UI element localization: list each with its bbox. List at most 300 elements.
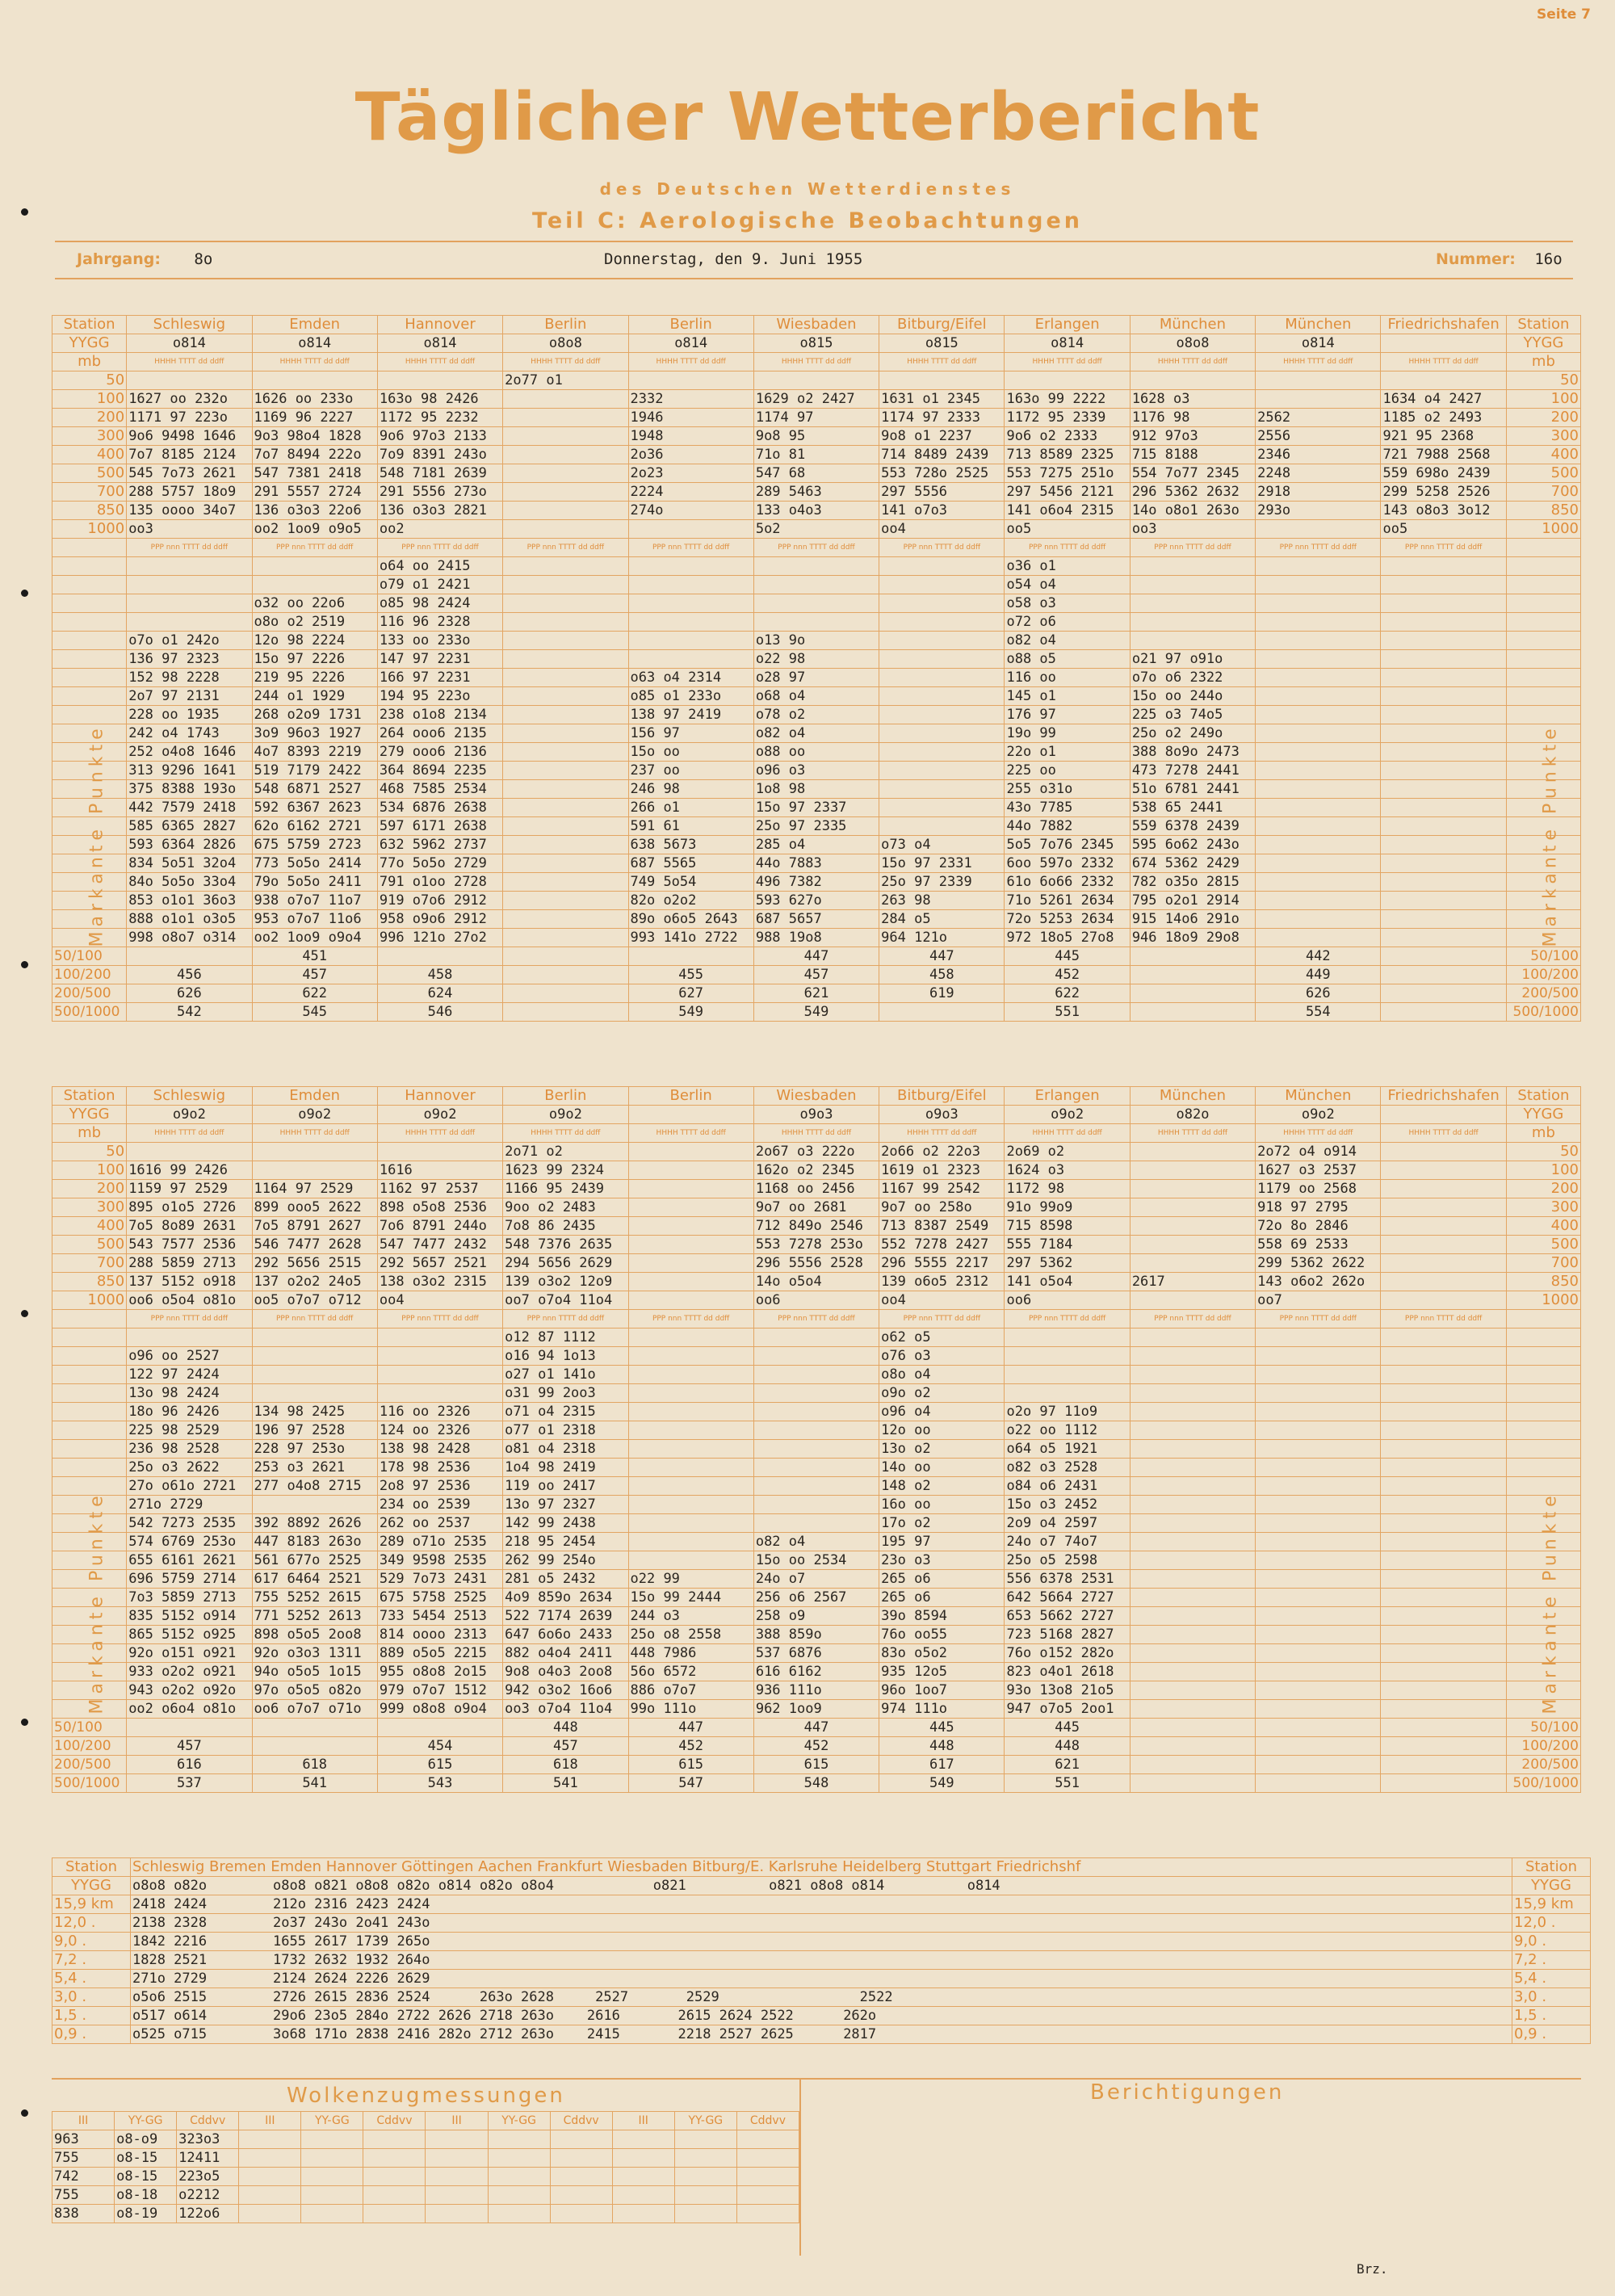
markante-value: 7o3 5859 2713 <box>127 1589 252 1607</box>
markante-value: 13o 97 2327 <box>503 1496 628 1514</box>
markante-value: o27 o1 141o <box>503 1366 628 1384</box>
level-value: 1627 o3 2537 <box>1256 1161 1381 1180</box>
markante-value: 76o oo55 <box>879 1626 1005 1644</box>
level-value: 1171 97 223o <box>127 409 252 427</box>
markante-value: 979 o7o7 1512 <box>377 1681 502 1700</box>
thickness-value <box>1381 984 1506 1003</box>
level-value: 553 7275 251o <box>1005 464 1130 483</box>
level-value: 543 7577 2536 <box>127 1236 252 1254</box>
markante-row <box>52 910 1581 929</box>
level-label: 1000 <box>52 1291 127 1310</box>
wind-values: o517 o614 29o6 23o5 284o 2722 2626 2718 263o 2616 2615 2624 2522 262o <box>131 2007 1512 2025</box>
level-value <box>753 371 879 390</box>
wind-level-row <box>52 2007 1591 2025</box>
markante-row <box>52 1403 1581 1421</box>
markante-value <box>753 576 879 594</box>
wolken-empty <box>550 2130 612 2149</box>
markante-value <box>628 632 753 650</box>
markante-value: 755 5252 2615 <box>252 1589 377 1607</box>
markante-value: o7o o6 2322 <box>1130 669 1255 687</box>
markante-margin <box>52 1403 127 1421</box>
markante-value: 289 o71o 2535 <box>377 1533 502 1551</box>
thickness-label: 100/200 <box>52 966 127 984</box>
ppp-head: PPP nnn TTTT dd ddff <box>1005 539 1130 557</box>
markante-value: 253 o3 2621 <box>252 1459 377 1477</box>
markante-value: 19o 99 <box>1005 724 1130 743</box>
level-row <box>52 390 1581 409</box>
markante-value <box>377 1384 502 1403</box>
markante-value: 392 8892 2626 <box>252 1514 377 1533</box>
markante-value: 252 o4o8 1646 <box>127 743 252 762</box>
wind-level-row <box>52 1914 1591 1933</box>
wolken-row <box>52 2168 799 2186</box>
markante-value <box>1381 650 1506 669</box>
thickness-value <box>1130 947 1255 966</box>
markante-value: 375 8388 193o <box>127 780 252 799</box>
level-value: 274o <box>628 502 753 520</box>
markante-value: 687 5565 <box>628 854 753 873</box>
wolken-empty <box>363 2186 426 2205</box>
wolken-empty <box>674 2168 736 2186</box>
markante-value <box>1130 576 1255 594</box>
wind-level-row <box>52 1895 1591 1914</box>
level-value: oo3 <box>1130 520 1255 539</box>
markante-value <box>1130 1384 1255 1403</box>
thickness-value: 546 <box>377 1003 502 1022</box>
markante-value <box>503 576 628 594</box>
thickness-value <box>1381 966 1506 984</box>
markante-value <box>1256 1607 1381 1626</box>
thickness-value: 547 <box>628 1774 753 1793</box>
markante-value: 145 o1 <box>1005 687 1130 706</box>
markante-value: o96 o4 <box>879 1403 1005 1421</box>
markante-value <box>1381 1477 1506 1496</box>
markante-value: 89o o6o5 2643 <box>628 910 753 929</box>
markante-row <box>52 632 1581 650</box>
markante-value <box>1005 1328 1130 1347</box>
level-value: 554 7o77 2345 <box>1130 464 1255 483</box>
wolken-value: 838 <box>52 2205 115 2223</box>
column-head: HHHH TTTT dd ddff <box>503 1124 628 1143</box>
header-rule-top <box>55 241 1573 242</box>
markante-value: o32 oo 22o6 <box>252 594 377 613</box>
station-label: Station <box>1512 1858 1591 1877</box>
markante-margin <box>52 669 127 687</box>
markante-margin <box>1506 1347 1580 1366</box>
binder-hole <box>21 1719 28 1726</box>
wolken-empty <box>550 2149 612 2168</box>
markante-value <box>1256 1551 1381 1570</box>
thickness-value: 627 <box>628 984 753 1003</box>
markante-value: o96 o3 <box>753 762 879 780</box>
thickness-value: 445 <box>1005 947 1130 966</box>
markante-value: 225 98 2529 <box>127 1421 252 1440</box>
markante-value: 655 6161 2621 <box>127 1551 252 1570</box>
markante-value: 24o o7 <box>753 1570 879 1589</box>
level-row <box>52 446 1581 464</box>
level-value <box>1381 371 1506 390</box>
level-value: 918 97 2795 <box>1256 1198 1381 1217</box>
observation-time: o814 <box>1005 334 1130 353</box>
mb-label: mb <box>1506 1124 1580 1143</box>
wind-table <box>52 1857 1591 2044</box>
markante-margin <box>52 1328 127 1347</box>
wolken-empty <box>239 2205 301 2223</box>
level-label: 400 <box>1506 1217 1580 1236</box>
level-label: 850 <box>1506 1273 1580 1291</box>
markante-value <box>1256 613 1381 632</box>
level-value: 2o69 o2 <box>1005 1143 1130 1161</box>
station-name: Hannover <box>377 1087 502 1106</box>
wolken-empty <box>363 2149 426 2168</box>
markante-value <box>1130 632 1255 650</box>
markante-value: 696 5759 2714 <box>127 1570 252 1589</box>
level-value: oo6 o5o4 o81o <box>127 1291 252 1310</box>
wind-level-label: 5,4 . <box>1512 1970 1591 1988</box>
markante-value: 749 5o54 <box>628 873 753 892</box>
level-value <box>1130 1180 1255 1198</box>
wolken-row <box>52 2149 799 2168</box>
markante-value <box>1130 1496 1255 1514</box>
level-value <box>1130 1291 1255 1310</box>
column-head: HHHH TTTT dd ddff <box>252 1124 377 1143</box>
markante-margin <box>52 594 127 613</box>
level-value: 136 o3o3 22o6 <box>252 502 377 520</box>
ppp-head: PPP nnn TTTT dd ddff <box>879 539 1005 557</box>
level-value <box>503 409 628 427</box>
markante-value <box>1381 613 1506 632</box>
level-value <box>628 1143 753 1161</box>
markante-row <box>52 1459 1581 1477</box>
level-value <box>1256 390 1381 409</box>
thickness-value <box>1256 1756 1381 1774</box>
markante-value: 147 97 2231 <box>377 650 502 669</box>
wind-level-row <box>52 1951 1591 1970</box>
markante-value: 9o8 o4o3 2oo8 <box>503 1663 628 1681</box>
level-value: 2224 <box>628 483 753 502</box>
thickness-row <box>52 1774 1581 1793</box>
markante-value <box>879 743 1005 762</box>
yygg-row <box>52 1877 1591 1895</box>
level-row <box>52 371 1581 390</box>
page-title: Täglicher Wetterbericht <box>354 79 1261 156</box>
markante-row <box>52 1607 1581 1626</box>
wind-values: o525 o715 3o68 171o 2838 2416 282o 2712 263o 2415 2218 2527 2625 2817 <box>131 2025 1512 2044</box>
column-head: HHHH TTTT dd ddff <box>503 353 628 371</box>
markante-value: 15o 99 2444 <box>628 1589 753 1607</box>
markante-value: o79 o1 2421 <box>377 576 502 594</box>
station-name: Schleswig <box>127 316 252 334</box>
markante-row <box>52 1477 1581 1496</box>
bottom-divider <box>799 2078 801 2256</box>
level-value: 547 7381 2418 <box>252 464 377 483</box>
level-value: 545 7o73 2621 <box>127 464 252 483</box>
markante-value <box>127 594 252 613</box>
level-value: 9o3 98o4 1828 <box>252 427 377 446</box>
markante-value <box>628 1347 753 1366</box>
wind-level-row <box>52 2025 1591 2044</box>
markante-value <box>1381 724 1506 743</box>
markante-value: 823 o4o1 2618 <box>1005 1663 1130 1681</box>
level-value: oo4 <box>879 520 1005 539</box>
ppp-head: PPP nnn TTTT dd ddff <box>127 539 252 557</box>
station-label: Station <box>52 316 127 334</box>
ppp-head: PPP nnn TTTT dd ddff <box>628 539 753 557</box>
thickness-value: 447 <box>628 1719 753 1737</box>
markante-value: 82o o2o2 <box>628 892 753 910</box>
markante-value <box>1256 1366 1381 1384</box>
markante-value <box>503 724 628 743</box>
markante-value <box>1256 1533 1381 1551</box>
level-row <box>52 1273 1581 1291</box>
markante-value <box>879 576 1005 594</box>
wind-values: 1828 2521 1732 2632 1932 264o <box>131 1951 1512 1970</box>
wind-level-label: 12,0 . <box>1512 1914 1591 1933</box>
markante-value: 122 97 2424 <box>127 1366 252 1384</box>
thickness-label: 200/500 <box>52 1756 127 1774</box>
markante-value: 79o 5o5o 2411 <box>252 873 377 892</box>
wolken-value: 755 <box>52 2186 115 2205</box>
markante-row <box>52 817 1581 836</box>
markante-value <box>753 1421 879 1440</box>
level-value: 297 5456 2121 <box>1005 483 1130 502</box>
thickness-value: 621 <box>753 984 879 1003</box>
thickness-row <box>52 1737 1581 1756</box>
markante-margin <box>1506 613 1580 632</box>
markante-value: 23o o3 <box>879 1551 1005 1570</box>
thickness-value: 622 <box>1005 984 1130 1003</box>
yygg-label: YYGG <box>52 1877 131 1895</box>
wolken-value: 12411 <box>177 2149 239 2168</box>
thickness-row <box>52 966 1581 984</box>
level-label: 300 <box>52 1198 127 1217</box>
level-label: 50 <box>52 371 127 390</box>
markante-margin <box>52 632 127 650</box>
markante-value: 262 oo 2537 <box>377 1514 502 1533</box>
markante-margin <box>1506 706 1580 724</box>
level-row <box>52 464 1581 483</box>
markante-margin <box>1506 1421 1580 1440</box>
markante-value <box>628 557 753 576</box>
level-value: 912 97o3 <box>1130 427 1255 446</box>
level-value: 559 698o 2439 <box>1381 464 1506 483</box>
level-value <box>127 1143 252 1161</box>
wolken-row <box>52 2130 799 2149</box>
thickness-value <box>1256 1719 1381 1737</box>
column-head: HHHH TTTT dd ddff <box>377 353 502 371</box>
markante-value: 255 o31o <box>1005 780 1130 799</box>
level-value: 1166 95 2439 <box>503 1180 628 1198</box>
level-value <box>252 371 377 390</box>
level-value: 7o8 86 2435 <box>503 1217 628 1236</box>
wolken-empty <box>736 2130 799 2149</box>
thickness-value: 549 <box>879 1774 1005 1793</box>
thickness-value <box>1381 1719 1506 1737</box>
markante-value <box>1256 854 1381 873</box>
column-head: HHHH TTTT dd ddff <box>1005 1124 1130 1143</box>
markante-value <box>753 1477 879 1496</box>
markante-value: 442 7579 2418 <box>127 799 252 817</box>
markante-value <box>1130 557 1255 576</box>
thickness-label: 50/100 <box>52 947 127 966</box>
markante-value <box>1130 1533 1255 1551</box>
markante-value: 597 6171 2638 <box>377 817 502 836</box>
thickness-value: 549 <box>628 1003 753 1022</box>
jahrgang-label: Jahrgang: <box>77 250 161 268</box>
markante-margin <box>1506 1384 1580 1403</box>
markante-value: 277 o4o8 2715 <box>252 1477 377 1496</box>
markante-value <box>503 557 628 576</box>
ppp-head: PPP nnn TTTT dd ddff <box>377 539 502 557</box>
markante-value <box>753 1440 879 1459</box>
thickness-label: 50/100 <box>52 1719 127 1737</box>
level-value: 553 728o 2525 <box>879 464 1005 483</box>
markante-value <box>1130 1403 1255 1421</box>
thickness-value <box>1130 1774 1255 1793</box>
markante-row <box>52 799 1581 817</box>
thickness-value <box>503 984 628 1003</box>
level-value: oo6 <box>1005 1291 1130 1310</box>
markante-value <box>503 817 628 836</box>
wolken-empty <box>363 2205 426 2223</box>
markante-row <box>52 650 1581 669</box>
page-number: Seite 7 <box>1536 6 1591 23</box>
markante-value: 593 6364 2826 <box>127 836 252 854</box>
markante-value: 988 19o8 <box>753 929 879 947</box>
markante-value: 234 oo 2539 <box>377 1496 502 1514</box>
wolken-empty <box>550 2205 612 2223</box>
markante-value <box>1381 576 1506 594</box>
markante-value: 4o9 859o 2634 <box>503 1589 628 1607</box>
markante-row <box>52 780 1581 799</box>
level-value: 552 7278 2427 <box>879 1236 1005 1254</box>
thickness-value <box>1130 966 1255 984</box>
markante-value <box>1130 1347 1255 1366</box>
markante-value: 595 6o62 243o <box>1130 836 1255 854</box>
wolken-head: Cddvv <box>177 2112 239 2130</box>
markante-value: 92o o3o3 1311 <box>252 1644 377 1663</box>
wind-level-label: 0,9 . <box>1512 2025 1591 2044</box>
markante-value <box>879 687 1005 706</box>
markante-value: 538 65 2441 <box>1130 799 1255 817</box>
level-value: oo2 <box>377 520 502 539</box>
markante-value: 281 o5 2432 <box>503 1570 628 1589</box>
markante-value: 2o7 97 2131 <box>127 687 252 706</box>
station-name: Bitburg/Eifel <box>879 1087 1005 1106</box>
level-value: 163o 99 2222 <box>1005 390 1130 409</box>
level-value: 293o <box>1256 502 1381 520</box>
markante-value <box>1381 929 1506 947</box>
column-head: HHHH TTTT dd ddff <box>1381 1124 1506 1143</box>
markante-value: o22 oo 1112 <box>1005 1421 1130 1440</box>
wind-values: 2138 2328 2o37 243o 2o41 243o <box>131 1914 1512 1933</box>
markante-margin <box>52 1440 127 1459</box>
level-label: 700 <box>1506 1254 1580 1273</box>
level-label: 200 <box>52 1180 127 1198</box>
wind-level-label: 7,2 . <box>1512 1951 1591 1970</box>
markante-value: 15o oo 244o <box>1130 687 1255 706</box>
level-value: 143 o6o2 262o <box>1256 1273 1381 1291</box>
markante-value <box>628 1384 753 1403</box>
level-value: 1172 95 2232 <box>377 409 502 427</box>
level-label: 850 <box>1506 502 1580 520</box>
markante-value <box>503 836 628 854</box>
markante-value <box>628 1403 753 1421</box>
thickness-value: 442 <box>1256 947 1381 966</box>
level-value: 296 5555 2217 <box>879 1254 1005 1273</box>
level-value: 9o7 oo 2681 <box>753 1198 879 1217</box>
markante-value <box>879 650 1005 669</box>
level-row <box>52 409 1581 427</box>
level-value: 296 5556 2528 <box>753 1254 879 1273</box>
station-name: Berlin <box>628 316 753 334</box>
markante-value <box>1130 1644 1255 1663</box>
level-value: 899 ooo5 2622 <box>252 1198 377 1217</box>
thickness-value: 456 <box>127 966 252 984</box>
observation-time: o8o8 <box>503 334 628 353</box>
markante-value: 136 97 2323 <box>127 650 252 669</box>
markante-value <box>753 1496 879 1514</box>
markante-value <box>628 1440 753 1459</box>
binder-hole <box>21 208 28 216</box>
level-value: 141 o7o3 <box>879 502 1005 520</box>
station-name: München <box>1130 1087 1255 1106</box>
level-value <box>879 371 1005 390</box>
level-label: 400 <box>1506 446 1580 464</box>
wolken-empty <box>612 2186 674 2205</box>
level-value: 1631 o1 2345 <box>879 390 1005 409</box>
markante-value: 195 97 <box>879 1533 1005 1551</box>
thickness-value: 548 <box>753 1774 879 1793</box>
markante-value: 71o 5261 2634 <box>1005 892 1130 910</box>
level-value: oo5 o7o7 o712 <box>252 1291 377 1310</box>
yygg-label: YYGG <box>1506 334 1580 353</box>
level-value: 898 o5o8 2536 <box>377 1198 502 1217</box>
ppp-head: PPP nnn TTTT dd ddff <box>628 1310 753 1328</box>
level-value <box>1130 1254 1255 1273</box>
markante-value <box>1381 1328 1506 1347</box>
ppp-head <box>1506 539 1580 557</box>
binder-hole <box>21 2109 28 2117</box>
column-head: HHHH TTTT dd ddff <box>127 353 252 371</box>
yygg-label: YYGG <box>52 334 127 353</box>
level-value: 713 8387 2549 <box>879 1217 1005 1236</box>
markante-value <box>1256 724 1381 743</box>
wolken-empty <box>363 2130 426 2149</box>
markante-value <box>1381 1700 1506 1719</box>
markante-value <box>1005 1366 1130 1384</box>
markante-value <box>753 1403 879 1421</box>
level-value: 141 o6o4 2315 <box>1005 502 1130 520</box>
level-label: 700 <box>52 483 127 502</box>
level-value: 136 o3o3 2821 <box>377 502 502 520</box>
wolken-empty <box>550 2168 612 2186</box>
markante-row <box>52 1514 1581 1533</box>
level-value: 1616 <box>377 1161 502 1180</box>
markante-value: oo3 o7o4 11o4 <box>503 1700 628 1719</box>
markante-value: 1o8 98 <box>753 780 879 799</box>
level-value: 1623 99 2324 <box>503 1161 628 1180</box>
binder-hole <box>21 1310 28 1317</box>
thickness-value <box>1381 1756 1506 1774</box>
level-value: 2562 <box>1256 409 1381 427</box>
level-value <box>503 464 628 483</box>
markante-value: 388 8o9o 2473 <box>1130 743 1255 762</box>
level-value: 9o6 o2 2333 <box>1005 427 1130 446</box>
level-value: 2617 <box>1130 1273 1255 1291</box>
markante-row <box>52 669 1581 687</box>
wolken-value: o8-19 <box>115 2205 177 2223</box>
